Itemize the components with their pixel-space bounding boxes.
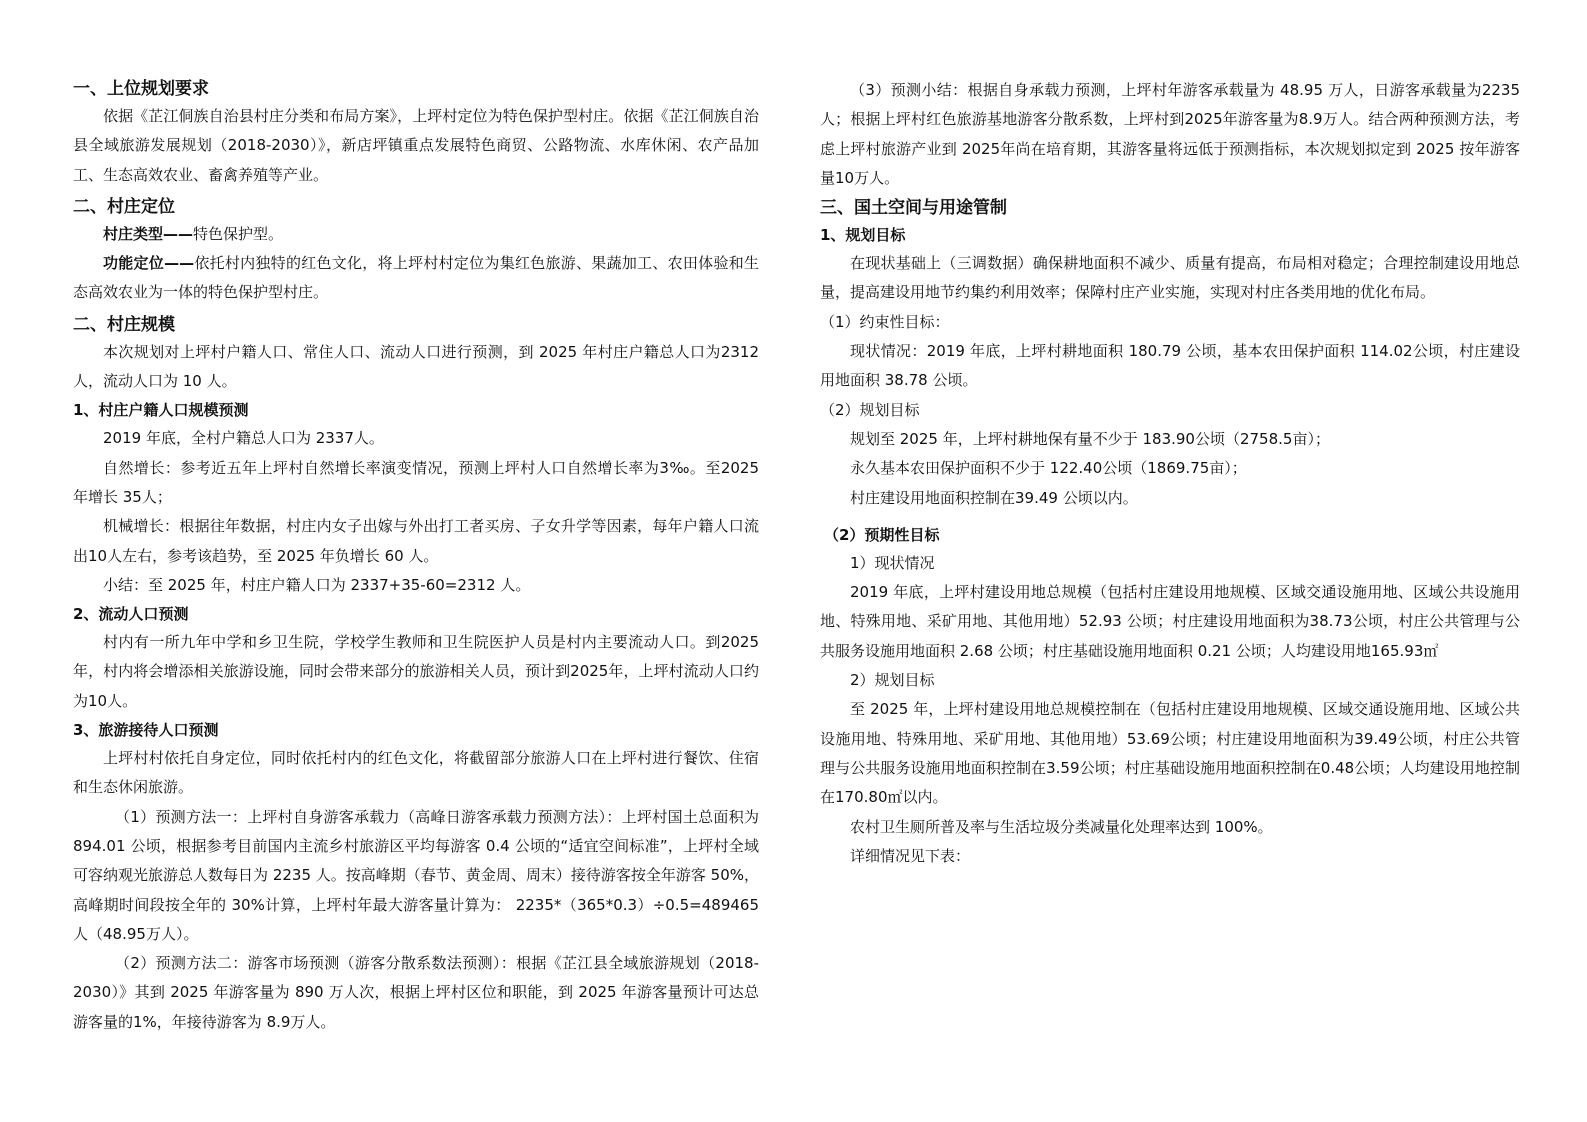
upper-plan-paragraph: 依据《芷江侗族自治县村庄分类和布局方案》，上坪村定位为特色保护型村庄。依据《芷江侗族自治县全域旅游发展规划（2018-2030）》，新店坪镇重点发展特色商贸、公路物流、水库休闲、农产品加工、生态高效农业、畜禽养殖等产业。 [73, 107, 759, 184]
heading-village-position: 二、村庄定位 [73, 196, 175, 217]
natural-growth-paragraph: 自然增长：参考近五年上坪村自然增长率演变情况，预测上坪村人口自然增长率为3‰。至2025 年增长 35人； [73, 458, 759, 506]
planning-target-title: （2）规划目标 [820, 400, 920, 419]
mechanical-growth-paragraph: 机械增长：根据往年数据，村庄内女子出嫁与外出打工者买房、子女升学等因素，每年户籍人口流出10人左右，参考该趋势，至 2025 年负增长 60 人。 [73, 517, 759, 565]
heading-registered-population: 1、村庄户籍人口规模预测 [73, 401, 249, 420]
planning-goals-paragraph: 在现状基础上（三调数据）确保耕地面积不减少、质量有提高，布局相对稳定；合理控制建设用地总量，提高建设用地节约集约利用效率；保障村庄产业实施，实现对村庄各类用地的优化布局。 [820, 254, 1520, 302]
current-status-paragraph: 2019 年底，上坪村建设用地总规模（包括村庄建设用地规模、区域交通设施用地、区域公共设施用地、特殊用地、采矿用地、其他用地）52.93 公顷；村庄建设用地面积为38.73公顷，村庄公共管理与公共服务设施用地面积 2.68 公顷；村庄基础设施用地面积 0.21 公顷；人均建设用地165.93㎡ [820, 583, 1520, 660]
registered-population-2019: 2019 年底，全村户籍总人口为 2337人。 [103, 429, 384, 448]
tourist-method-one-paragraph: （1）预测方法一：上坪村自身游客承载力（高峰日游客承载力预测方法）：上坪村国土总面积为 894.01 公顷，根据参考目前国内主流乡村旅游区平均每游客 0.4 公顷的“适宜空间标准”，上坪村全域可容纳观光旅游总人数每日为 2235 人。按高峰期（春节、黄金周、周末）接待游客按全年游客 50%，高峰期时间段按全年的 30%计算，上坪村年最大游客量计算为： 2235*（365*0.3）÷0.5=489465 人（48.95万人）。 [73, 807, 759, 943]
left-column [73, 76, 759, 1037]
population-summary: 小结：至 2025 年，村庄户籍人口为 2337+35-60=2312 人。 [103, 575, 531, 594]
heading-upper-plan: 一、上位规划要求 [73, 79, 209, 99]
function-position-paragraph [73, 249, 759, 308]
sanitation-line: 农村卫生厕所普及率与生活垃圾分类减量化处理率达到 100%。 [850, 817, 1273, 836]
heading-floating-population: 2、流动人口预测 [73, 605, 189, 624]
binding-goals-title: （1）约束性目标： [820, 312, 950, 331]
village-type-text: 特色保护型。 [193, 224, 284, 243]
function-position-label: 功能定位—— [103, 254, 195, 273]
basic-farmland-target-line: 永久基本农田保护面积不少于 122.40公顷（1869.75亩）； [850, 459, 1247, 478]
heading-expected-goals: （2）预期性目标 [824, 525, 940, 544]
spacer [820, 513, 1520, 521]
heading-land-use-control: 三、国土空间与用途管制 [820, 198, 1007, 219]
heading-tourist-population: 3、旅游接待人口预测 [73, 721, 219, 740]
planning-target-paragraph: 至 2025 年，上坪村建设用地总规模控制在（包括村庄建设用地规模、区域交通设施用地、区域公共设施用地、特殊用地、采矿用地、其他用地）53.69公顷；村庄建设用地面积为39.49公顷，村庄公共管理与公共服务设施用地面积控制在3.59公顷；村庄基础设施用地面积控制在0.48公顷；人均建设用地控制在170.80㎡以内。 [820, 700, 1520, 807]
tourist-method-two-paragraph: （2）预测方法二：游客市场预测（游客分散系数法预测）：根据《芷江县全域旅游规划（2018-2030）》其到 2025 年游客量为 890 万人次，根据上坪村区位和职能，到 2025 年游客量预计可达总游客量的1%，年接待游客为 8.9万人。 [73, 954, 759, 1031]
heading-planning-goals: 1、规划目标 [820, 226, 906, 245]
farmland-target-line: 规划至 2025 年，上坪村耕地保有量不少于 183.90公顷（2758.5亩）； [850, 429, 1330, 448]
construction-land-target-line: 村庄建设用地面积控制在39.49 公顷以内。 [850, 488, 1138, 507]
tourist-summary-paragraph: （3）预测小结：根据自身承载力预测，上坪村年游客承载量为 48.95 万人，日游客承载量为2235人；根据上坪村红色旅游基地游客分散系数，上坪村到2025年游客量为8.9万人。结合两种预测方法，考虑上坪村旅游产业到 2025年尚在培育期，其游客量将远低于预测指标，本次规划拟定到 2025 按年游客量10万人。 [820, 81, 1520, 187]
right-column [820, 76, 1520, 871]
binding-goals-paragraph: 现状情况：2019 年底，上坪村耕地面积 180.79 公顷，基本农田保护面积 114.02公顷，村庄建设用地面积 38.78 公顷。 [820, 342, 1520, 390]
village-scale-paragraph: 本次规划对上坪村户籍人口、常住人口、流动人口进行预测，到 2025 年村庄户籍总人口为2312人，流动人口为 10 人。 [73, 342, 759, 391]
tourist-intro-paragraph: 上坪村村依托自身定位，同时依托村内的红色文化，将截留部分旅游人口在上坪村进行餐饮、住宿和生态休闲旅游。 [73, 749, 759, 797]
function-position-text: 依托村内独特的红色文化，将上坪村村定位为集红色旅游、果蔬加工、农田体验和生态高效农业为一体的特色保护型村庄。 [73, 254, 759, 302]
floating-population-paragraph: 村内有一所九年中学和乡卫生院，学校学生教师和卫生院医护人员是村内主要流动人口。到2025年，村内将会增添相关旅游设施，同时会带来部分的旅游相关人员，预计到2025年，上坪村流动人口约为10人。 [73, 633, 759, 710]
village-type-paragraph [73, 220, 759, 249]
heading-village-scale: 二、村庄规模 [73, 314, 175, 335]
current-status-subtitle: 1）现状情况 [850, 553, 935, 572]
see-table-line: 详细情况见下表： [850, 846, 971, 865]
village-type-label: 村庄类型—— [103, 224, 194, 243]
planning-target-subtitle: 2）规划目标 [850, 671, 935, 690]
